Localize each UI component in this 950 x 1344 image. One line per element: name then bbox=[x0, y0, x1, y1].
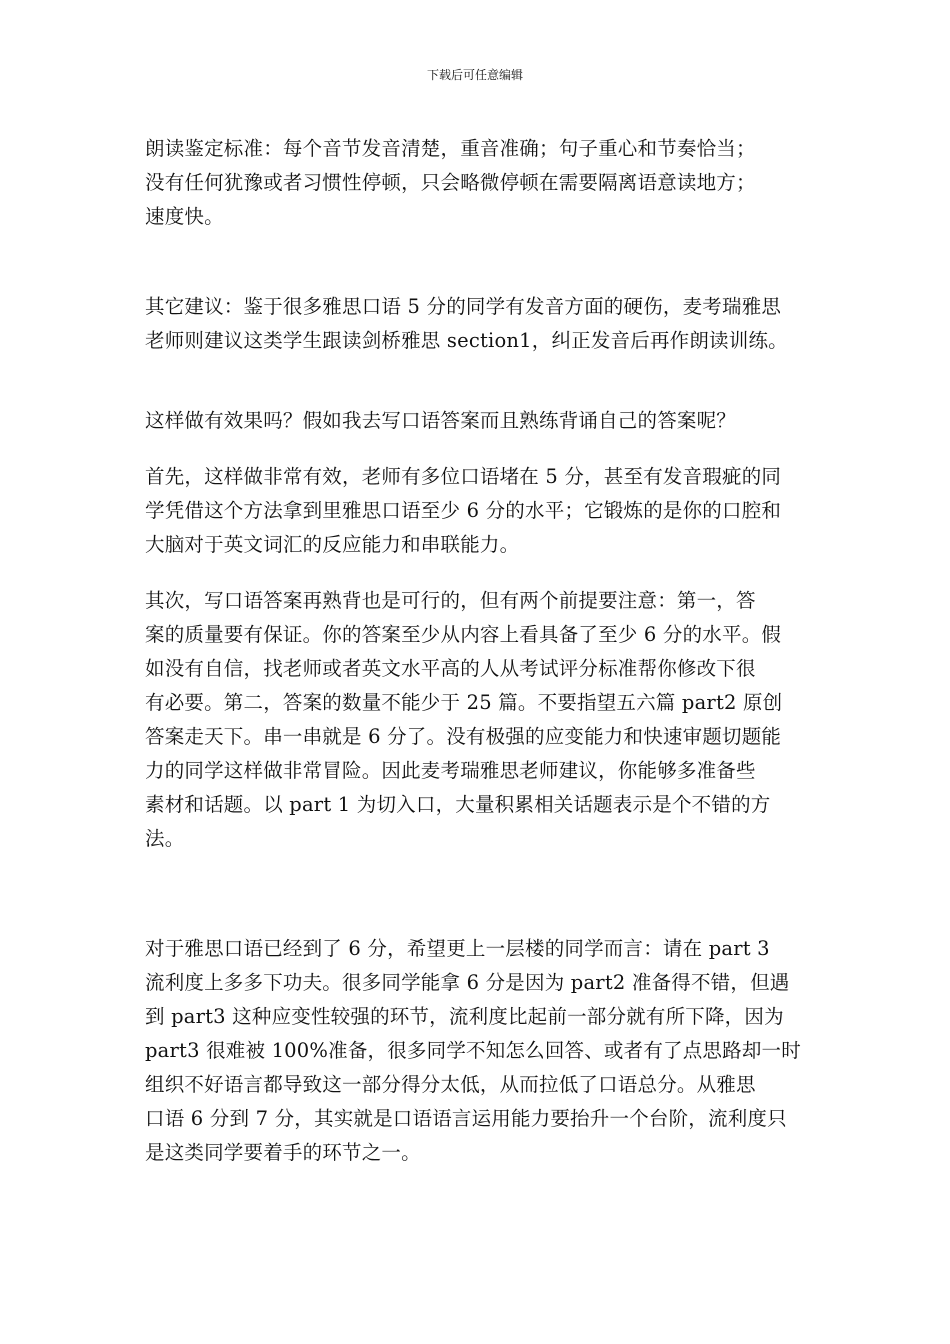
text-line: 是这类同学要着手的环节之一。 bbox=[145, 1141, 421, 1164]
paragraph-reading-criteria bbox=[145, 132, 820, 234]
text-line: part3 很难被 100%准备，很多同学不知怎么回答、或者有了点思路却一时 bbox=[145, 1039, 801, 1062]
text-line: 法。 bbox=[145, 827, 185, 850]
paragraph-score-six-advice bbox=[145, 932, 820, 1170]
text-line: 有必要。第二，答案的数量不能少于 25 篇。不要指望五六篇 part2 原创 bbox=[145, 691, 783, 714]
paragraph-other-suggestions bbox=[145, 290, 820, 358]
text-line: 速度快。 bbox=[145, 205, 224, 228]
text-line: 没有任何犹豫或者习惯性停顿，只会略微停顿在需要隔离语意读地方； bbox=[145, 171, 756, 194]
paragraph-first-answer bbox=[145, 460, 820, 562]
text-line: 其它建议：鉴于很多雅思口语 5 分的同学有发音方面的硬伤，麦考瑞雅思 bbox=[145, 295, 782, 318]
text-line: 对于雅思口语已经到了 6 分，希望更上一层楼的同学而言：请在 part 3 bbox=[145, 937, 770, 960]
text-line: 大脑对于英文词汇的反应能力和串联能力。 bbox=[145, 533, 520, 556]
text-line: 老师则建议这类学生跟读剑桥雅思 section1，纠正发音后再作朗读训练。 bbox=[145, 329, 788, 352]
text-line: 这样做有效果吗？假如我去写口语答案而且熟练背诵自己的答案呢？ bbox=[145, 409, 737, 432]
text-line: 学凭借这个方法拿到里雅思口语至少 6 分的水平；它锻炼的是你的口腔和 bbox=[145, 499, 782, 522]
text-line: 首先，这样做非常有效，老师有多位口语堵在 5 分，甚至有发音瑕疵的同 bbox=[145, 465, 782, 488]
text-line: 朗读鉴定标准：每个音节发音清楚，重音准确；句子重心和节奏恰当； bbox=[145, 137, 756, 160]
paragraph-second-answer bbox=[145, 584, 820, 856]
text-line: 案的质量要有保证。你的答案至少从内容上看具备了至少 6 分的水平。假 bbox=[145, 623, 782, 646]
text-line: 力的同学这样做非常冒险。因此麦考瑞雅思老师建议，你能够多准备些 bbox=[145, 759, 756, 782]
page-header: 下载后可任意编辑 bbox=[426, 68, 523, 82]
text-line: 素材和话题。以 part 1 为切入口，大量积累相关话题表示是个不错的方 bbox=[145, 793, 771, 816]
text-line: 组织不好语言都导致这一部分得分太低，从而拉低了口语总分。从雅思 bbox=[145, 1073, 756, 1096]
text-line: 答案走天下。串一串就是 6 分了。没有极强的应变能力和快速审题切题能 bbox=[145, 725, 782, 748]
text-line: 到 part3 这种应变性较强的环节，流利度比起前一部分就有所下降，因为 bbox=[145, 1005, 784, 1028]
text-line: 口语 6 分到 7 分，其实就是口语语言运用能力要抬升一个台阶，流利度只 bbox=[145, 1107, 787, 1130]
text-line: 流利度上多多下功夫。很多同学能拿 6 分是因为 part2 准备得不错，但遇 bbox=[145, 971, 790, 994]
text-line: 如没有自信，找老师或者英文水平高的人从考试评分标准帮你修改下很 bbox=[145, 657, 756, 680]
text-line: 其次，写口语答案再熟背也是可行的，但有两个前提要注意：第一，答 bbox=[145, 589, 756, 612]
paragraph-question bbox=[145, 404, 820, 438]
